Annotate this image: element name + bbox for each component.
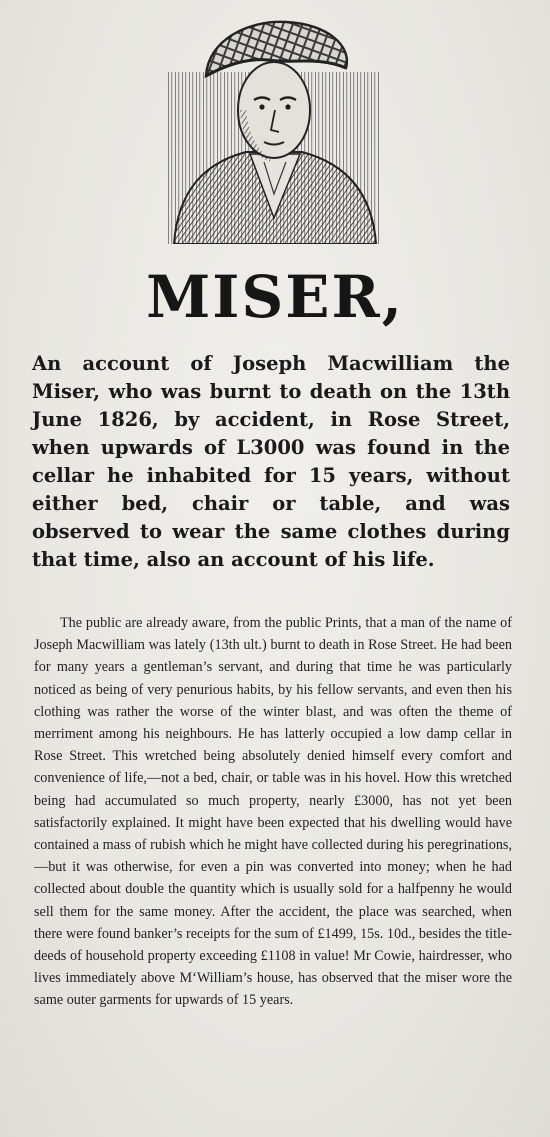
miser-portrait-woodcut (168, 12, 380, 244)
article-body: The public are already aware, from the public Prints, that a man of the name of Joseph Macwilliam was lately (13th ult.) burnt to death in Rose Street. He had been for many years a gentleman’s servant, and during that time he was particularly noticed as being of very penurious habits, by his fellow servants, and even then his clothing was rather the worse of the winter blast, and was often the theme of merriment among his neighbours. He has latterly occupied a low damp cellar in Rose Street. This wretched being absolutely denied himself every comfort and convenience of life,—not a bed, chair, or table was in his hovel. How this wretched being had accumulated so much property, nearly £3000, has not yet been satisfactorily explained. It might have been expected that his dwelling would have contained a mass of rubish which he might have collected during his peregrinations,—but it was otherwise, for even a pin was converted into money; when he had collected about double the quantity which is usually sold for a halfpenny he would sell them for the same money. After the accident, the place was searched, when there were found banker’s receipts for the sum of £1499, 15s. 10d., besides the title-deeds of household property exceeding £1108 in value! Mr Cowie, hairdresser, who lives immediately above M‘William’s house, has observed that the miser wore the same outer garments for upwards of 15 years. (34, 615, 512, 1009)
page-title: MISER, (146, 263, 404, 331)
document-subtitle: An account of Joseph Macwilliam the Miser, who was burnt to death on the 13th June 1826, by accident, in Rose Street, when upwards of L3000 was found in the cellar he inhabited for 15 years, without either bed, chair or table, and was observed to wear the same clothes during that time, also an account of his life. (32, 352, 510, 571)
